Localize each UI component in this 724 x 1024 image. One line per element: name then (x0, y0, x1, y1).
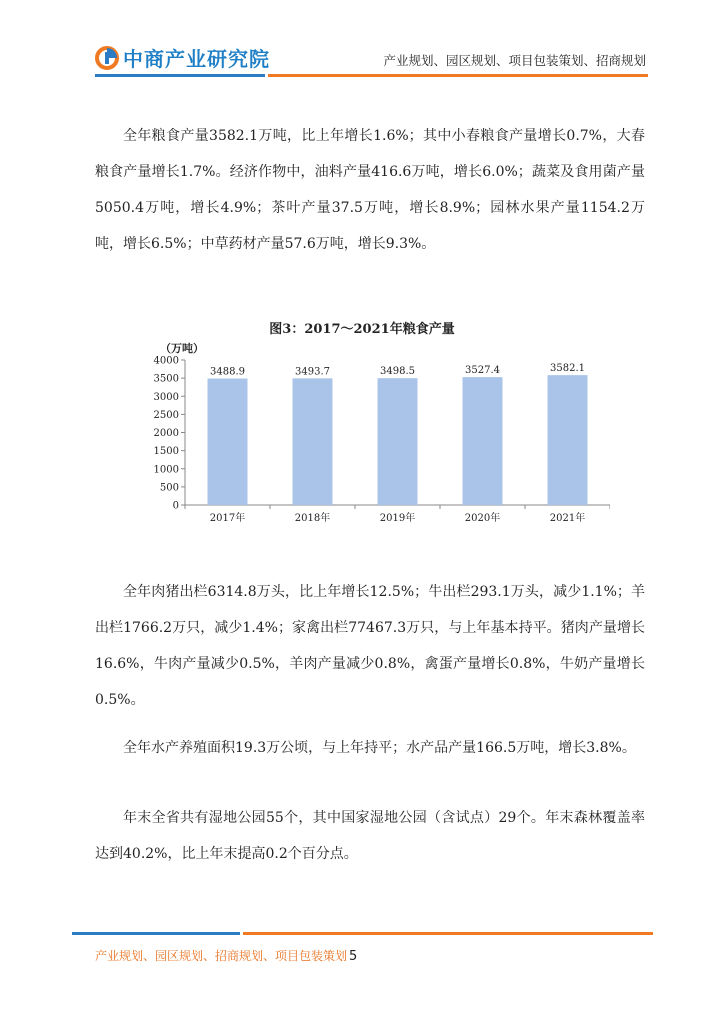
footer-text: 产业规划、园区规划、招商规划、项目包装策划 (95, 949, 348, 963)
bar-value-label: 3488.9 (210, 366, 245, 378)
bar (208, 379, 248, 505)
header-rule-orange (268, 74, 648, 77)
y-tick-label: 0 (172, 500, 179, 512)
footer (95, 947, 357, 964)
footer-rule-blue (72, 932, 240, 935)
header-slogan: 产业规划、园区规划、项目包装策划、招商规划 (383, 53, 646, 68)
y-tick-label: 1000 (153, 464, 179, 476)
bar-value-label: 3582.1 (550, 363, 585, 375)
y-tick-label: 500 (159, 482, 179, 494)
y-tick-label: 2000 (153, 428, 179, 439)
paragraph-grain: 全年粮食产量3582.1万吨，比上年增长1.6%；其中小春粮食产量增长0.7%，大春粮食产量增长1.7%。经济作物中，油料产量416.6万吨，增长6.0%；蔬菜及食用菌产量5050.4万吨，增长4.9%；茶叶产量37.5万吨，增长8.9%；园林水果产量1154.2万吨，增长6.5%；中草药材产量57.6万吨，增长9.3%。 (95, 128, 645, 252)
y-tick-label: 2500 (153, 409, 179, 421)
x-tick-label: 2018年 (294, 513, 331, 524)
x-tick-label: 2020年 (464, 513, 501, 524)
bar (293, 378, 333, 505)
logo-text: 中商产业研究院 (123, 47, 270, 71)
paragraph-wetland: 年末全省共有湿地公园55个，其中国家湿地公园（含试点）29个。年末森林覆盖率达到40.2%，比上年末提高0.2个百分点。 (95, 810, 645, 862)
x-tick-label: 2021年 (549, 513, 586, 524)
footer-rule-orange (243, 932, 653, 935)
y-tick-label: 1500 (153, 446, 179, 458)
chart-title: 图3：2017～2021年粮食产量 (269, 322, 455, 337)
paragraph-livestock: 全年肉猪出栏6314.8万头，比上年增长12.5%；牛出栏293.1万头，减少1.1%；羊出栏1766.2万只，减少1.4%；家禽出栏77467.3万只，与上年基本持平。猪肉产量增长16.6%，牛肉产量减少0.5%，羊肉产量减少0.8%，禽蛋产量增长0.8%，牛奶产量增长0.5%。 (95, 584, 645, 708)
bar (548, 375, 588, 505)
page-header (0, 0, 724, 90)
header-rule-blue (95, 74, 265, 77)
bar-value-label: 3498.5 (380, 366, 415, 378)
y-tick-label: 3500 (153, 373, 179, 385)
y-tick-label: 4000 (153, 355, 179, 367)
bar (378, 378, 418, 505)
bar-value-label: 3493.7 (295, 366, 330, 378)
bar-value-label: 3527.4 (465, 365, 500, 377)
bar (463, 377, 503, 505)
y-tick-label: 3000 (153, 391, 179, 403)
paragraph-aquaculture: 全年水产养殖面积19.3万公顷，与上年持平；水产品产量166.5万吨，增长3.8%。 (123, 740, 636, 756)
logo-mark-icon (95, 46, 119, 70)
x-tick-label: 2019年 (379, 513, 416, 524)
logo (95, 43, 270, 72)
page-number: 5 (349, 949, 358, 964)
grain-output-bar-chart (140, 335, 610, 535)
x-tick-label: 2017年 (209, 513, 246, 524)
y-axis-label: （万吨） (160, 342, 204, 355)
